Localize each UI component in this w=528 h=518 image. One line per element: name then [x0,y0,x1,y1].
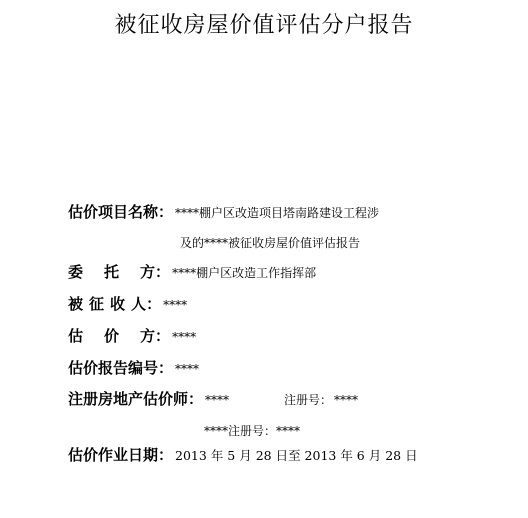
colon: ： [158,359,174,377]
work-date-label: 估价作业日期 [68,446,159,464]
report-number-label: 估价报告编号 [68,359,159,377]
client-label-char-1: 委 [68,263,84,281]
report-number-value: **** [175,362,200,376]
appraiser-label-char-2: 价 [104,327,120,345]
colon: ： [158,446,174,464]
project-name-row-2 [178,232,360,252]
registered-appraiser-row [68,389,229,409]
work-date-value: 2013 年 5 月 28 日至 2013 年 6 月 28 日 [175,448,418,463]
expropriated-label-char-1: 被 [68,295,84,313]
registered-appraiser-value: **** [205,393,230,407]
colon: ： [155,263,171,281]
project-name-label: 估价项目名称 [68,203,159,221]
expropriated-label-char-4: 人 [131,295,147,313]
registration-number-value: **** [334,393,359,407]
registered-appraiser-label: 注册房地产估价师 [68,390,189,408]
registration-number-row [282,389,358,409]
client-row [68,262,316,282]
client-label-char-2: 托 [104,263,120,281]
colon: ： [146,295,162,313]
work-date-row [68,445,418,465]
page-title: 被征收房屋价值评估分户报告 [114,13,414,38]
colon: ： [155,327,171,345]
appraiser-label-char-1: 估 [68,327,84,345]
client-value: ****棚户区改造工作指挥部 [172,266,317,280]
appraiser-label-char-3: 方 [140,327,156,345]
project-name-value-line1: ****棚户区改造项目塔南路建设工程涉 [175,206,380,220]
client-label-char-3: 方 [140,263,156,281]
appraiser-value: **** [172,330,197,344]
second-appraiser-registration: ****注册号：**** [204,424,301,438]
colon: ： [188,390,204,408]
second-appraiser-row [202,420,300,440]
project-name-value-line2: 及的****被征收房屋价值评估报告 [180,236,361,250]
expropriated-value: **** [163,298,188,312]
expropriated-label-char-3: 收 [110,295,126,313]
project-name-row [68,202,379,222]
registration-number-label: 注册号： [284,393,333,407]
appraiser-row [68,326,196,346]
expropriated-row [68,294,187,314]
report-number-row [68,358,199,378]
expropriated-label-char-2: 征 [89,295,105,313]
colon: ： [158,203,174,221]
